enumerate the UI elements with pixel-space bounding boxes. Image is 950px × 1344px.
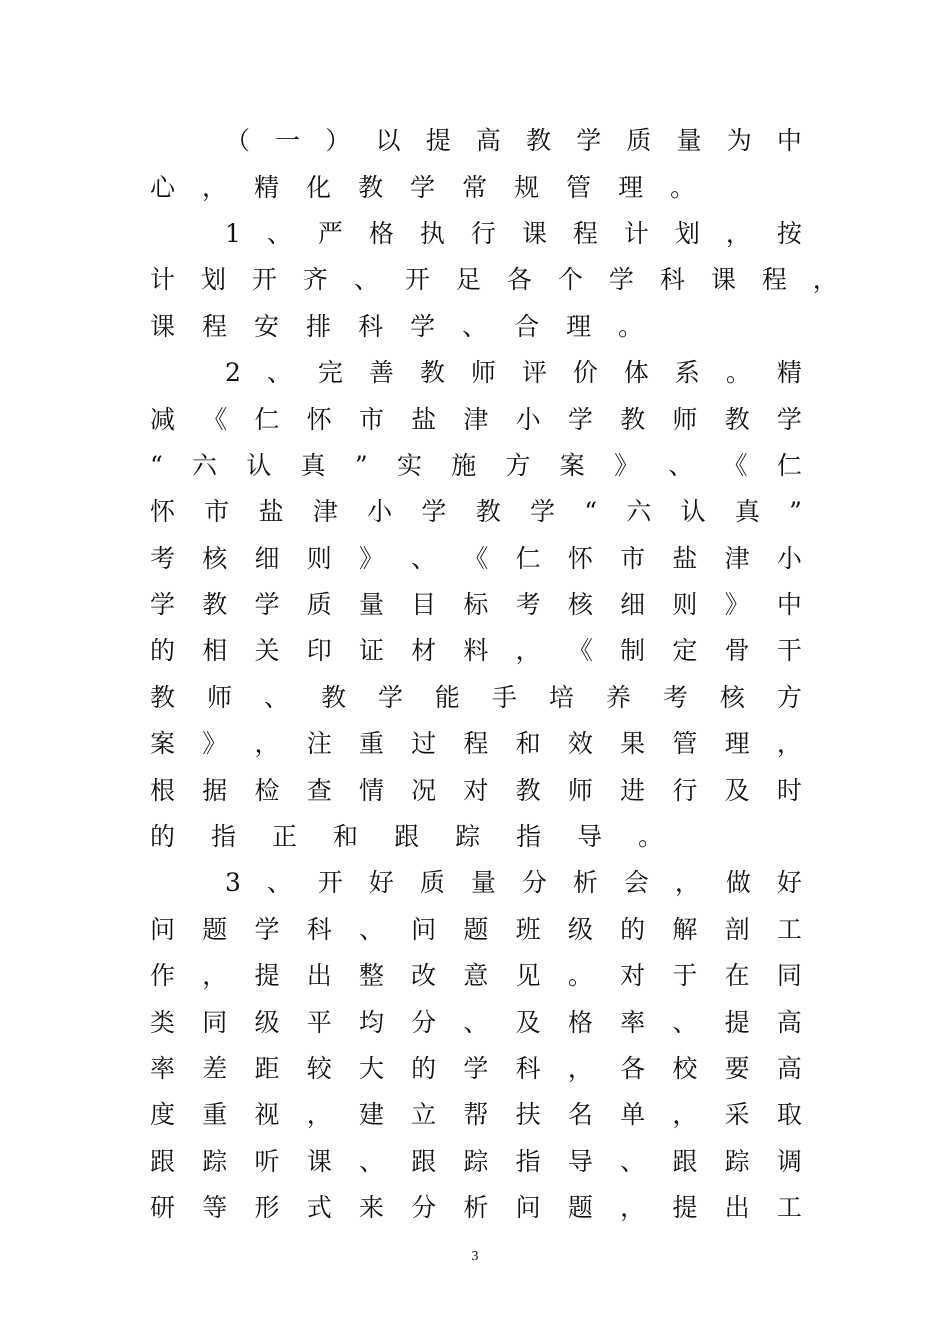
text-line: 跟 踪 听 课 、 跟 踪 指 导 、 跟 踪 调 [150, 1146, 802, 1176]
page-number: 3 [471, 1249, 479, 1264]
text-line: 类 同 级 平 均 分 、 及 格 率 、 提 高 [150, 1007, 802, 1037]
text-line: 度 重 视 ， 建 立 帮 扶 名 单 ， 采 取 [150, 1100, 802, 1130]
text-line: 考 核 细 则 》 、 《 仁 怀 市 盐 津 小 [150, 543, 802, 573]
text-line: 课 程 安 排 科 学 、 合 理 。 [150, 311, 644, 341]
text-line: 研 等 形 式 来 分 析 问 题 ， 提 出 工 [150, 1193, 802, 1223]
text-line: 作 ， 提 出 整 改 意 见 。 对 于 在 同 [150, 961, 802, 991]
text-line: 学 教 学 质 量 目 标 考 核 细 则 》 中 [150, 590, 802, 620]
text-line: 2 、 完 善 教 师 评 价 体 系 。 精 [225, 358, 802, 388]
text-line: 案 》 ， 注 重 过 程 和 效 果 管 理 ， [150, 729, 802, 759]
text-line: 根 据 检 查 情 况 对 教 师 进 行 及 时 [150, 775, 802, 805]
text-line: 减 《 仁 怀 市 盐 津 小 学 教 师 教 学 [150, 404, 802, 434]
text-line: 3 、 开 好 质 量 分 析 会 ， 做 好 [225, 868, 802, 898]
text-line: 的 相 关 印 证 材 料 ， 《 制 定 骨 干 [150, 636, 802, 666]
text-line: 率 差 距 较 大 的 学 科 ， 各 校 要 高 [150, 1054, 802, 1083]
text-line: 计 划 开 齐 、 开 足 各 个 学 科 课 程 ， [150, 265, 838, 295]
text-line: 的 指 正 和 跟 踪 指 导 。 [150, 822, 664, 852]
body-text [150, 118, 850, 1231]
text-line: 教 师 、 教 学 能 手 培 养 考 核 方 [150, 682, 802, 712]
text-line: 怀 市 盐 津 小 学 教 学 “ 六 认 真 ” [150, 497, 802, 527]
text-line: （ 一 ） 以 提 高 教 学 质 量 为 中 [225, 126, 802, 156]
text-line: 心 ， 精 化 教 学 常 规 管 理 。 [150, 172, 696, 202]
text-line: “ 六 认 真 ” 实 施 方 案 》 、 《 仁 [150, 450, 802, 480]
text-line: 1 、 严 格 执 行 课 程 计 划 ， 按 [225, 218, 802, 248]
text-line: 问 题 学 科 、 问 题 班 级 的 解 剖 工 [150, 914, 802, 944]
